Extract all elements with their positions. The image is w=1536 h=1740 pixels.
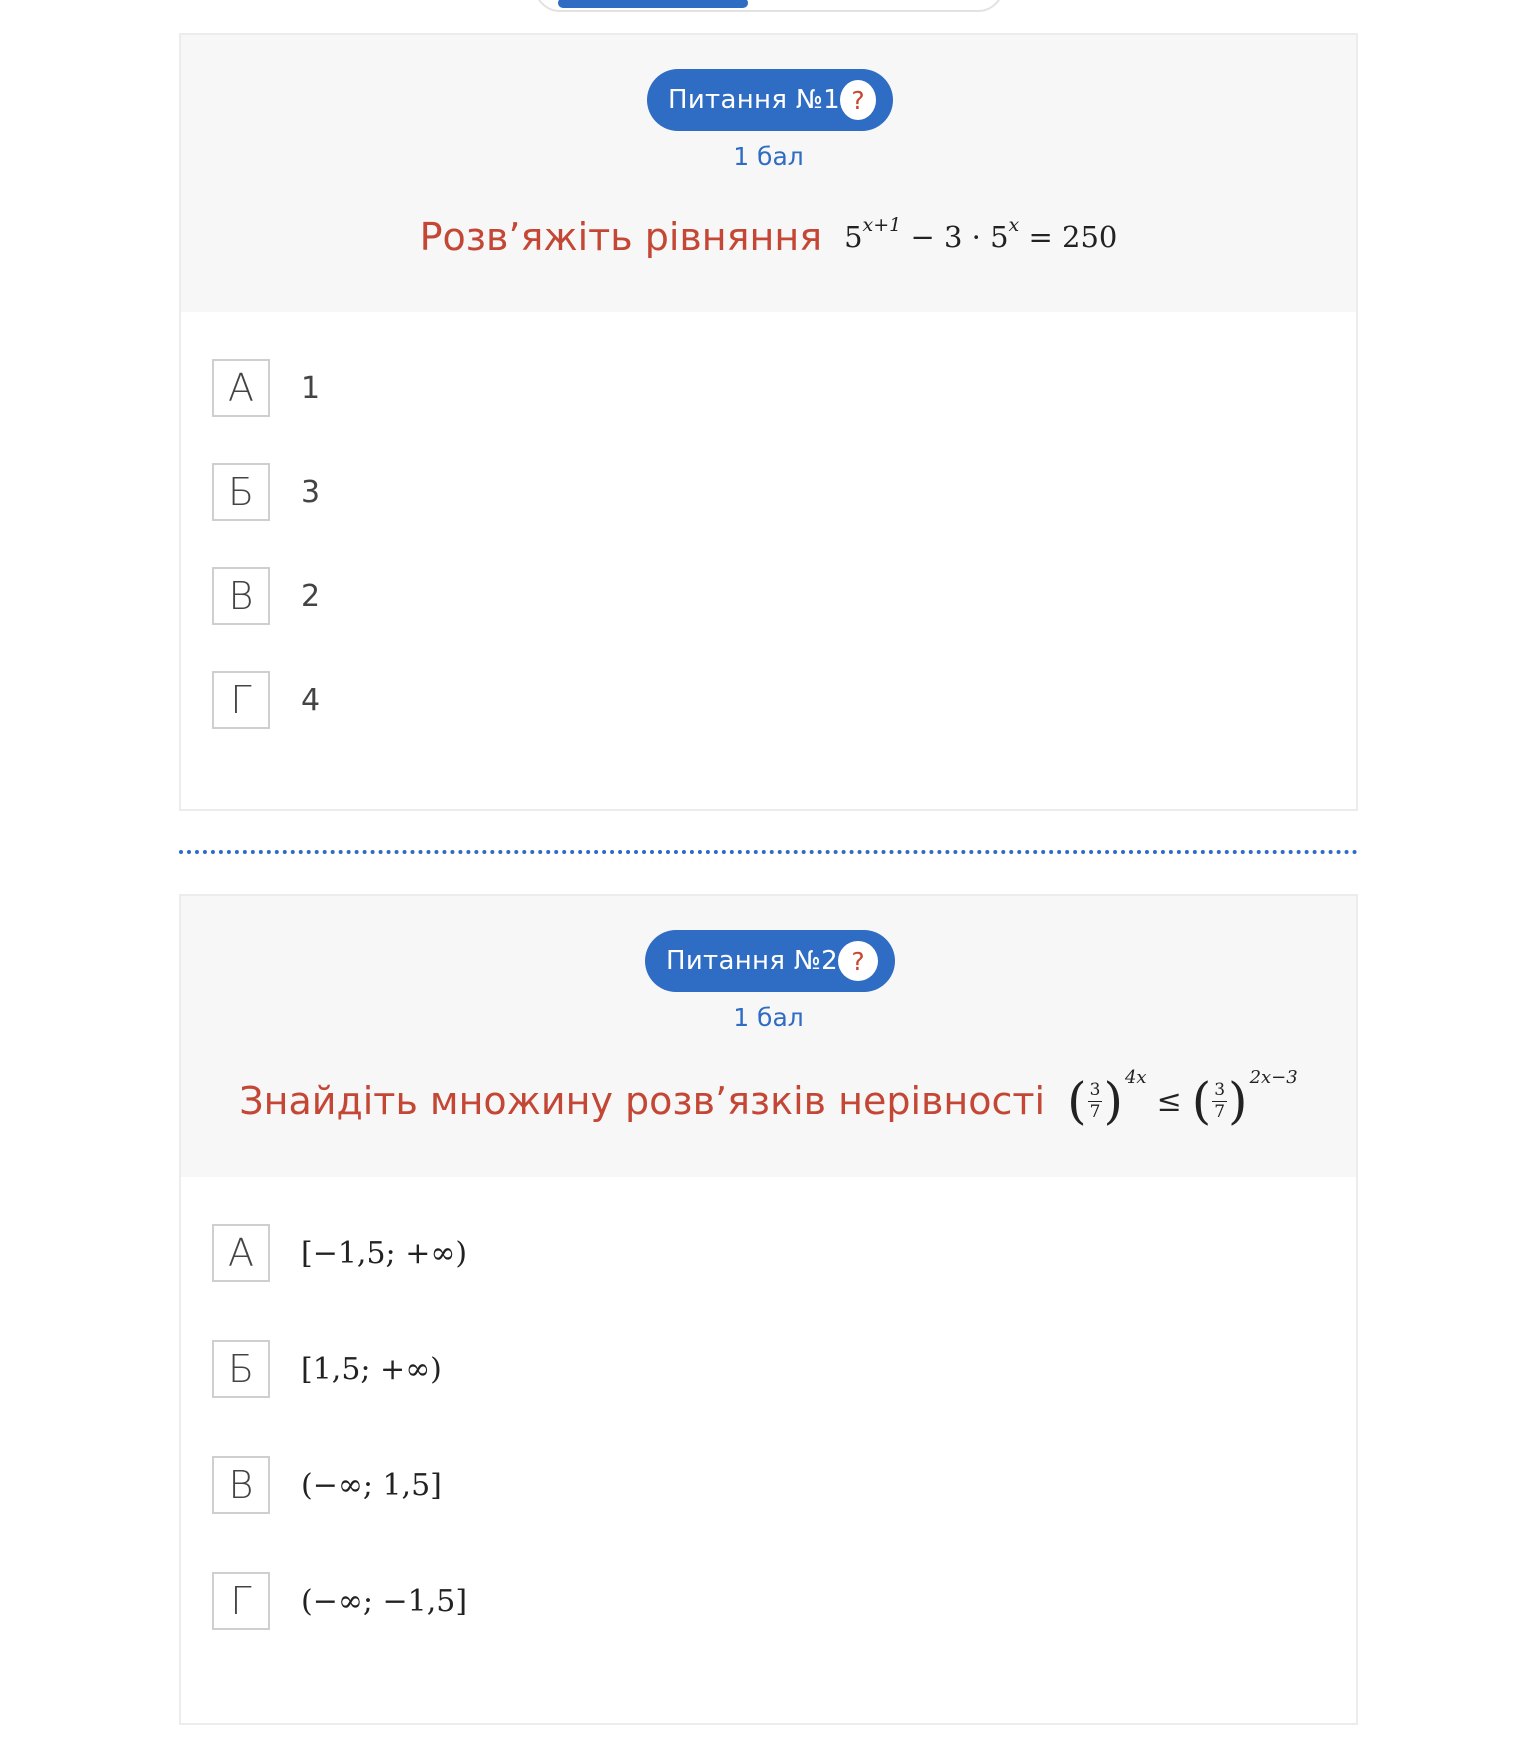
formula-exponent: x bbox=[1008, 214, 1020, 236]
fraction-group: ( $\frac{3}{7}$ ) bbox=[1067, 1072, 1123, 1130]
question-number: Питання №1 bbox=[668, 85, 841, 115]
question-badge bbox=[645, 930, 895, 992]
question-header bbox=[181, 896, 1356, 1177]
answer-letter-box[interactable]: Б bbox=[212, 463, 270, 521]
answer-option[interactable] bbox=[212, 359, 320, 417]
fraction-denominator: 7 bbox=[1089, 1101, 1101, 1122]
fraction-numerator: 3 bbox=[1214, 1079, 1226, 1100]
question-text-row bbox=[181, 1056, 1356, 1146]
answer-value: [−1,5; +∞) bbox=[301, 1235, 468, 1271]
question-text: Знайдіть множину розв’язків нерівності bbox=[239, 1079, 1046, 1123]
answer-option[interactable] bbox=[212, 1224, 467, 1282]
answer-option[interactable] bbox=[212, 463, 320, 521]
question-card-2 bbox=[179, 894, 1358, 1725]
answer-value: [1,5; +∞) bbox=[301, 1351, 442, 1387]
formula-result: = 250 bbox=[1019, 220, 1118, 254]
question-header bbox=[181, 35, 1356, 312]
answer-value: (−∞; −1,5] bbox=[301, 1583, 468, 1619]
answer-letter-box[interactable]: А bbox=[212, 359, 270, 417]
answer-letter-box[interactable]: Б bbox=[212, 1340, 270, 1398]
answer-letter-box[interactable]: Г bbox=[212, 1572, 270, 1630]
progress-fill bbox=[558, 0, 748, 8]
question-text-row bbox=[181, 207, 1356, 267]
question-number: Питання №2 bbox=[666, 946, 839, 976]
answer-letter-box[interactable]: В bbox=[212, 1456, 270, 1514]
answer-option[interactable] bbox=[212, 671, 320, 729]
question-points: 1 бал bbox=[733, 1003, 804, 1032]
answer-value: (−∞; 1,5] bbox=[301, 1467, 442, 1503]
question-points: 1 бал bbox=[733, 142, 804, 171]
question-divider bbox=[179, 850, 1358, 854]
answer-option[interactable] bbox=[212, 1456, 442, 1514]
fraction-group: ( $\frac{3}{7}$ ) bbox=[1191, 1072, 1248, 1130]
fraction-denominator: 7 bbox=[1214, 1101, 1226, 1122]
question-formula bbox=[1067, 1066, 1298, 1130]
answer-letter-box[interactable]: В bbox=[212, 567, 270, 625]
answer-value: 1 bbox=[301, 370, 321, 406]
answer-letter-box[interactable]: Г bbox=[212, 671, 270, 729]
answer-value: 2 bbox=[301, 578, 321, 614]
answer-value: 4 bbox=[301, 682, 321, 718]
answer-option[interactable] bbox=[212, 1572, 467, 1630]
formula-base: 5 bbox=[844, 220, 863, 254]
formula-middle: − 3 · 5 bbox=[901, 220, 1009, 254]
formula-relation: ≤ bbox=[1156, 1083, 1182, 1119]
question-card-1 bbox=[179, 33, 1358, 811]
fraction-numerator: 3 bbox=[1089, 1079, 1101, 1100]
help-icon[interactable]: ? bbox=[840, 80, 876, 120]
formula-exponent: 2x−3 bbox=[1249, 1066, 1298, 1088]
progress-pill bbox=[534, 0, 1004, 12]
answer-option[interactable] bbox=[212, 1340, 442, 1398]
question-text: Розв’яжіть рівняння bbox=[419, 215, 823, 259]
question-badge bbox=[647, 69, 893, 131]
formula-exponent: 4x bbox=[1124, 1066, 1147, 1088]
formula-exponent: x+1 bbox=[862, 214, 902, 236]
answer-option[interactable] bbox=[212, 567, 320, 625]
question-formula bbox=[844, 214, 1118, 254]
help-icon[interactable]: ? bbox=[838, 941, 878, 981]
answer-letter-box[interactable]: А bbox=[212, 1224, 270, 1282]
answer-value: 3 bbox=[301, 474, 321, 510]
